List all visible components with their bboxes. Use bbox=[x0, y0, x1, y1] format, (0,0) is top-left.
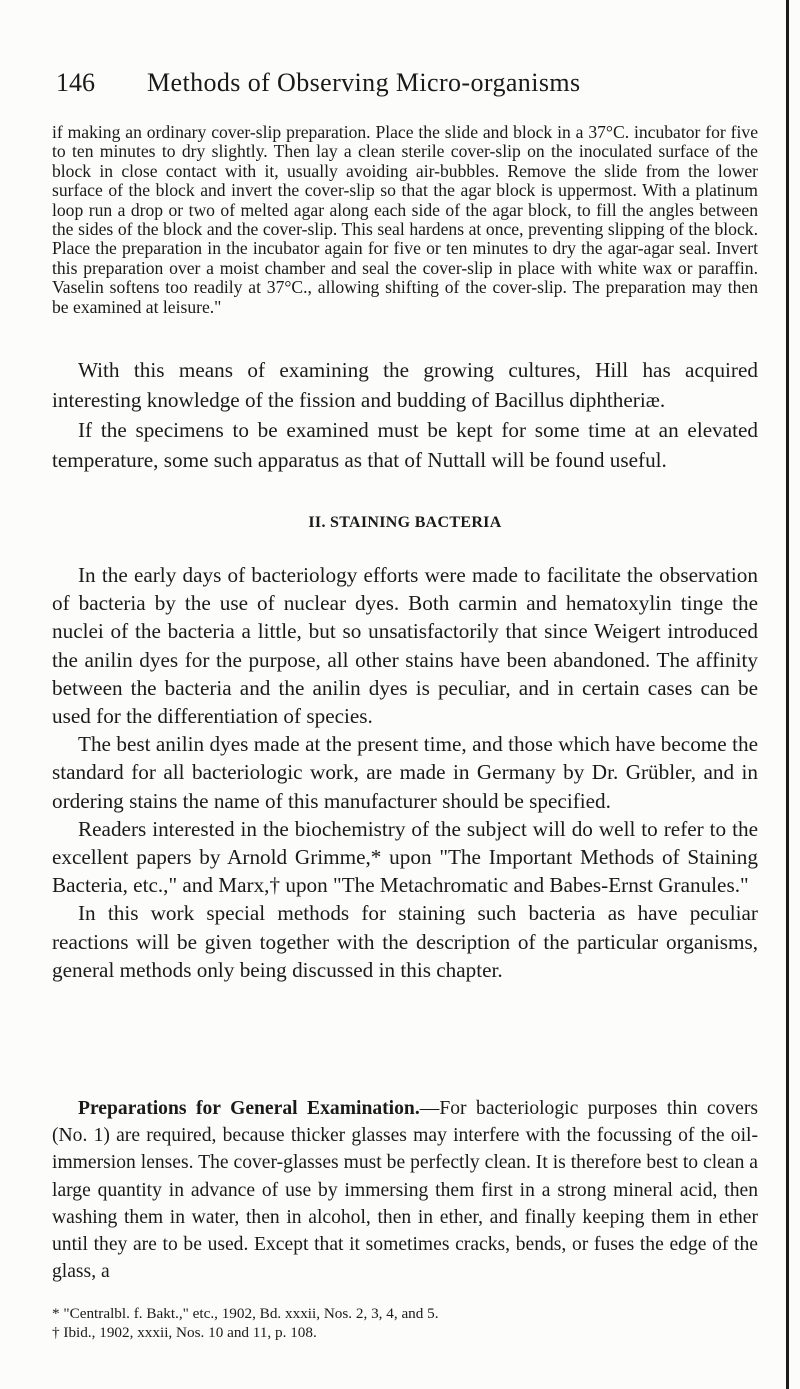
paragraph: With this means of examining the growing cultures, Hill has acquired interesting knowledge of the fission and budding of Bacillus diphtheriæ. bbox=[52, 358, 758, 412]
quoted-procedure-paragraph bbox=[52, 123, 758, 317]
paragraph: The best anilin dyes made at the present time, and those which have become the standard for all bacteriologic work, are made in Germany by Dr. Grübler, and in ordering stains the name of this manufacturer should be specified. bbox=[52, 732, 758, 813]
page-number: 146 bbox=[56, 68, 95, 97]
quote-text: if making an ordinary cover-slip preparation. Place the slide and block in a 37°C. incubator for five to ten minutes to dry slightly. Then lay a clean sterile cover-slip on the inoculated surface of the block in close contact with it, usually avoiding air-bubbles. Remove the slide from the lower surface of the block and invert the cover-slip so that the agar block is uppermost. With a platinum loop run a drop or two of melted agar along each side of the agar block, to fill the angles between the sides of the block and the cover-slip. This seal hardens at once, preventing slipping of the block. Place the preparation in the incubator again for five or ten minutes to dry the agar-agar seal. Invert this preparation over a moist chamber and seal the cover-slip in place with white wax or paraffin. Vaselin softens too readily at 37°C., allowing shifting of the cover-slip. The preparation may then be examined at leisure." bbox=[52, 122, 758, 317]
paragraph: In the early days of bacteriology efforts were made to facilitate the observation of bacteria by the use of nuclear dyes. Both carmin and hematoxylin tinge the nuclei of the bacteria a little, but so unsatisfactorily that since Weigert introduced the anilin dyes for the purpose, all other stains have been abandoned. The affinity between the bacteria and the anilin dyes is peculiar, and in certain cases can be used for the differentiation of species. bbox=[52, 563, 758, 729]
body-paragraph-group-1 bbox=[52, 355, 758, 475]
paragraph: Readers interested in the biochemistry of the subject will do well to refer to the excellent papers by Arnold Grimme,* upon "The Important Methods of Staining Bacteria, etc.," and Marx,† upon "The Metachromatic and Babes-Ernst Granules." bbox=[52, 816, 758, 898]
paragraph: In this work special methods for staining such bacteria as have peculiar reactions will be given together with the description of the particular organisms, general methods only being discussed in this chapter. bbox=[52, 901, 758, 982]
body-paragraph-group-2 bbox=[52, 561, 758, 984]
footnote: † Ibid., 1902, xxxii, Nos. 10 and 11, p. 108. bbox=[52, 1324, 317, 1341]
footnotes bbox=[52, 1304, 758, 1342]
paragraph: If the specimens to be examined must be kept for some time at an elevated temperature, some such apparatus as that of Nuttall will be found useful. bbox=[52, 418, 758, 472]
body-paragraph-group-3 bbox=[52, 1095, 758, 1285]
page-edge-rule bbox=[786, 0, 789, 1389]
run-in-heading: Preparations for General Examination. bbox=[78, 1098, 420, 1119]
page-header bbox=[52, 68, 758, 104]
footnote: * "Centralbl. f. Bakt.," etc., 1902, Bd. xxxii, Nos. 2, 3, 4, and 5. bbox=[52, 1305, 439, 1322]
paragraph-text: —For bacteriologic purposes thin covers (No. 1) are required, because thicker glasses may interfere with the focussing of the oil-immersion lenses. The cover-glasses must be perfectly clean. It is therefore best to clean a large quantity in advance of use by immersing them first in a strong mineral acid, then washing them in water, then in alcohol, then in ether, and finally keeping them in ether until they are to be used. Except that it sometimes cracks, bends, or fuses the edge of the glass, a bbox=[52, 1098, 758, 1283]
section-heading: II. STAINING BACTERIA bbox=[308, 514, 502, 531]
paragraph bbox=[52, 1095, 758, 1285]
running-title: Methods of Observing Micro-organisms bbox=[147, 68, 581, 97]
